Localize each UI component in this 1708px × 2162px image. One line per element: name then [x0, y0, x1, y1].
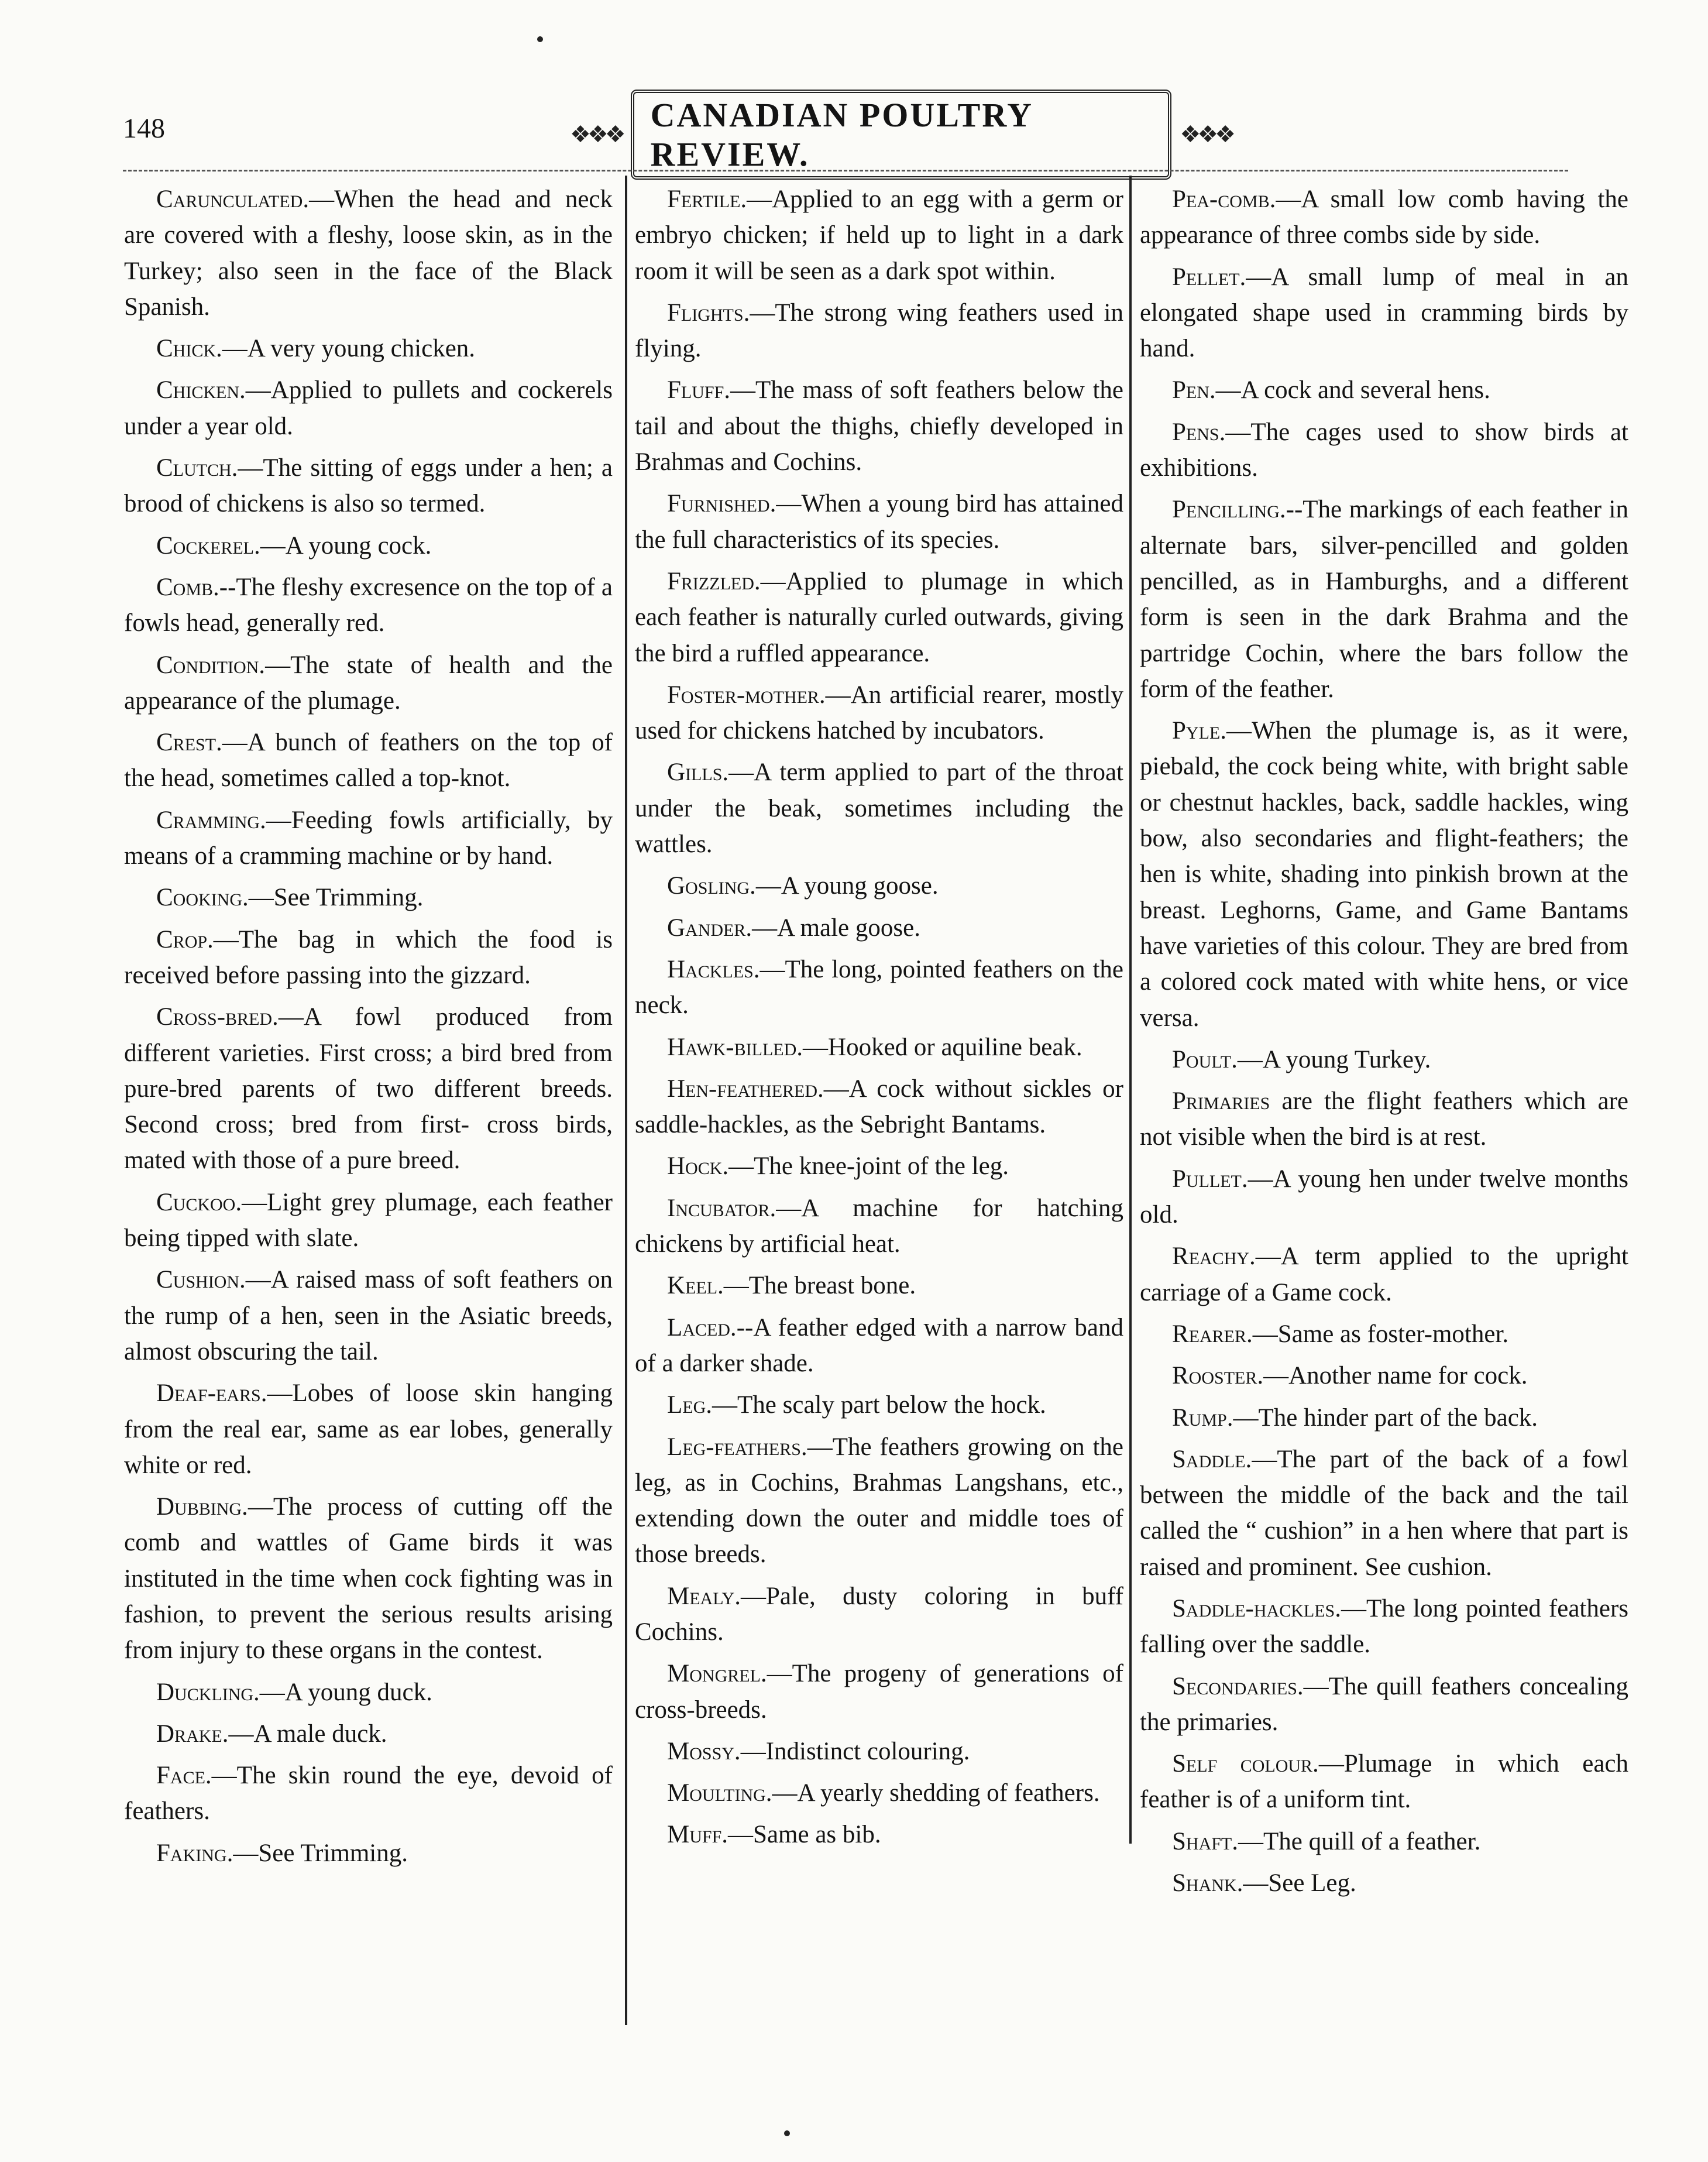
glossary-definition: —A male duck.: [228, 1720, 387, 1748]
glossary-definition: —A young goose.: [755, 872, 939, 900]
glossary-definition: —A young cock.: [260, 531, 432, 560]
glossary-definition: —When the plumage is, as it were, piebald, the cock being white, with bright sable or chestnut hackles, back, saddle hackles, wing bow, also secondaries and flight-feathers; the hen is white, shading into pinkish brown at the breast. Leghorns, Game, and Game Bantams have varieties of this colour. They are bred from a colored cock mated with white hens, or vice versa.: [1140, 717, 1628, 1032]
glossary-definition: —The hinder part of the back.: [1233, 1403, 1538, 1432]
glossary-definition: —Light grey plumage, each feather being tipped with slate.: [124, 1188, 613, 1252]
glossary-term: Rearer.: [1172, 1320, 1253, 1348]
glossary-definition: —A young Turkey.: [1237, 1045, 1431, 1073]
glossary-definition: —A very young chicken.: [222, 335, 476, 363]
glossary-definition: —The cages used to show birds at exhibitions.: [1140, 418, 1628, 482]
glossary-term: Cockerel.: [156, 531, 260, 560]
glossary-term: Saddle-hackles.: [1172, 1594, 1341, 1622]
glossary-entry: [635, 754, 1123, 862]
glossary-entry: [1140, 492, 1628, 707]
glossary-term: Crest.: [156, 729, 222, 757]
glossary-definition: —When a young bird has attained the full characteristics of its species.: [635, 490, 1123, 554]
glossary-entry: [124, 1489, 613, 1668]
glossary-term: Hen-feathered.: [667, 1075, 824, 1103]
glossary-entry: [1140, 414, 1628, 486]
glossary-term: Reachy.: [1172, 1243, 1256, 1271]
glossary-definition: --The markings of each feather in alternate bars, silver-pencilled and golden pencilled, as in Hamburghs, and a different form is seen in the dark Brahma and the partridge Cochin, where the bars follow the form of the feather.: [1140, 496, 1628, 703]
glossary-entry: [124, 1716, 613, 1752]
glossary-term: Cramming.: [156, 806, 266, 834]
glossary-definition: —A raised mass of soft feathers on the rump of a hen, seen in the Asiatic breeds, almost obscuring the tail.: [124, 1266, 613, 1365]
glossary-term: Pyle.: [1172, 717, 1226, 745]
glossary-entry: [124, 181, 613, 325]
glossary-definition: —Another name for cock.: [1263, 1362, 1528, 1390]
glossary-term: Pellet.: [1172, 263, 1246, 291]
glossary-entry: [124, 450, 613, 522]
glossary-entry: [635, 1429, 1123, 1573]
glossary-term: Cross-bred.: [156, 1003, 279, 1031]
glossary-entry: [124, 880, 613, 915]
glossary-entry: [124, 1835, 613, 1871]
glossary-term: Faking.: [156, 1839, 233, 1867]
glossary-entry: [124, 1758, 613, 1830]
ornament-left-icon: ❖❖❖: [570, 121, 623, 148]
glossary-entry: [124, 1262, 613, 1370]
glossary-term: Pea-comb.: [1172, 186, 1276, 213]
glossary-term: Condition.: [156, 651, 266, 679]
glossary-definition: —The bag in which the food is received before passing into the gizzard.: [124, 925, 613, 989]
glossary-entry: [635, 1387, 1123, 1423]
glossary-term: Drake.: [156, 1720, 229, 1748]
glossary-term: Face.: [156, 1762, 212, 1790]
glossary-term: Flights.: [667, 298, 750, 327]
glossary-term: Comb.: [156, 573, 219, 601]
glossary-definition: —Indistinct colouring.: [740, 1737, 970, 1765]
glossary-entry: [124, 999, 613, 1178]
glossary-term: Incubator.: [667, 1194, 776, 1222]
glossary-term: Chicken.: [156, 376, 246, 404]
glossary-term: Rooster.: [1172, 1362, 1264, 1390]
glossary-term: Laced.: [667, 1313, 737, 1341]
glossary-definition: —The knee-joint of the leg.: [728, 1152, 1009, 1180]
masthead-title: CANADIAN POULTRY REVIEW.: [631, 90, 1172, 180]
column-divider-2: [1129, 176, 1132, 1844]
glossary-term: Leg-feathers.: [667, 1433, 807, 1461]
glossary-definition: —A term applied to part of the throat under the beak, sometimes including the wattles.: [635, 759, 1123, 859]
glossary-definition: —Hooked or aquiline beak.: [803, 1033, 1082, 1061]
glossary-term: Leg.: [667, 1391, 713, 1419]
glossary-entry: [124, 1185, 613, 1257]
glossary-term: Hock.: [667, 1152, 729, 1180]
glossary-entry: [124, 1375, 613, 1483]
glossary-entry: [635, 564, 1123, 671]
glossary-term: Shank.: [1172, 1869, 1243, 1897]
glossary-entry: [1140, 259, 1628, 367]
glossary-term: Clutch.: [156, 454, 238, 482]
glossary-entry: [635, 868, 1123, 904]
glossary-entry: [635, 1817, 1123, 1852]
glossary-definition: —The sitting of eggs under a hen; a brood of chickens is also so termed.: [124, 454, 613, 518]
page-header: [105, 96, 1603, 173]
glossary-entry: [635, 1656, 1123, 1728]
glossary-definition: —The quill of a feather.: [1238, 1827, 1481, 1855]
glossary-entry: [635, 1071, 1123, 1143]
glossary-term: Cushion.: [156, 1266, 246, 1294]
glossary-term: Deaf-ears.: [156, 1379, 267, 1408]
column-1: [124, 181, 613, 1871]
glossary-term: Cooking.: [156, 884, 249, 912]
glossary-definition: —Same as foster-mother.: [1252, 1320, 1509, 1348]
glossary-entry: [1140, 1316, 1628, 1352]
glossary-definition: —A bunch of feathers on the top of the head, sometimes called a top-knot.: [124, 729, 613, 792]
glossary-definition: —A young duck.: [259, 1678, 432, 1706]
glossary-definition: —Lobes of loose skin hanging from the real ear, same as ear lobes, generally white or red.: [124, 1379, 613, 1479]
glossary-definition: —Applied to an egg with a germ or embryo chicken; if held up to light in a dark room it will be seen as a dark spot within.: [635, 186, 1123, 285]
glossary-term: Secondaries.: [1172, 1672, 1304, 1700]
top-dot: [537, 36, 543, 42]
glossary-term: Gills.: [667, 759, 729, 787]
glossary-definition: --A feather edged with a narrow band of a darker shade.: [635, 1313, 1123, 1377]
glossary-definition: are the flight feathers which are not visible when the bird is at rest.: [1140, 1087, 1628, 1151]
glossary-entry: [1140, 1442, 1628, 1585]
glossary-term: Chick.: [156, 335, 222, 363]
glossary-entry: [1140, 1042, 1628, 1077]
masthead: [562, 96, 1240, 173]
glossary-definition: —Feeding fowls artificially, by means of a cramming machine or by hand.: [124, 806, 613, 870]
glossary-entry: [124, 802, 613, 874]
glossary-definition: —Pale, dusty coloring in buff Cochins.: [635, 1582, 1123, 1646]
glossary-term: Keel.: [667, 1272, 724, 1300]
glossary-term: Hackles.: [667, 955, 760, 983]
glossary-definition: —The feathers growing on the leg, as in Cochins, Brahmas Langshans, etc., extending down the outer and middle toes of those breeds.: [635, 1433, 1123, 1569]
glossary-definition: —See Trimming.: [233, 1839, 408, 1867]
glossary-definition: —The part of the back of a fowl between the middle of the back and the tail called the “ cushion” in a hen where that part is raised and prominent. See cushion.: [1140, 1445, 1628, 1581]
glossary-entry: [635, 910, 1123, 946]
glossary-definition: —The strong wing feathers used in flying.: [635, 298, 1123, 363]
glossary-entry: [1140, 1746, 1628, 1818]
glossary-term: Fertile.: [667, 186, 747, 213]
glossary-term: Mossy.: [667, 1737, 741, 1765]
glossary-definition: —The long, pointed feathers on the neck.: [635, 955, 1123, 1020]
glossary-term: Foster-mother.: [667, 681, 826, 709]
glossary-entry: [635, 1734, 1123, 1769]
glossary-entry: [1140, 1400, 1628, 1436]
glossary-entry: [635, 1268, 1123, 1303]
glossary-term: Mealy.: [667, 1582, 741, 1610]
header-rule: [123, 170, 1568, 171]
glossary-definition: —A machine for hatching chickens by artificial heat.: [635, 1194, 1123, 1258]
glossary-definition: —Same as bib.: [728, 1821, 881, 1849]
glossary-term: Pens.: [1172, 418, 1226, 446]
glossary-term: Rump.: [1172, 1403, 1233, 1432]
glossary-definition: —The state of health and the appearance of the plumage.: [124, 651, 613, 715]
glossary-entry: [1140, 1591, 1628, 1663]
glossary-term: Pullet.: [1172, 1165, 1248, 1193]
glossary-term: Hawk-billed.: [667, 1033, 803, 1061]
glossary-entry: [635, 1310, 1123, 1382]
glossary-definition: —The scaly part below the hock.: [712, 1391, 1046, 1419]
column-divider-1: [625, 176, 627, 2025]
glossary-entry: [1140, 1358, 1628, 1394]
glossary-term: Moulting.: [667, 1779, 772, 1807]
glossary-term: Dubbing.: [156, 1493, 248, 1521]
glossary-definition: —The skin round the eye, devoid of feathers.: [124, 1762, 613, 1825]
glossary-definition: —Applied to plumage in which each feather is naturally curled outwards, giving the bird a ruffled appearance.: [635, 567, 1123, 667]
glossary-definition: —The breast bone.: [723, 1272, 916, 1300]
glossary-entry: [635, 952, 1123, 1024]
glossary-entry: [1140, 1083, 1628, 1155]
glossary-term: Pencilling.: [1172, 496, 1286, 524]
glossary-term: Primaries: [1172, 1087, 1270, 1116]
glossary-definition: —A cock and several hens.: [1215, 376, 1490, 404]
glossary-definition: —The quill feathers concealing the primaries.: [1140, 1672, 1628, 1736]
glossary-entry: [1140, 1865, 1628, 1901]
glossary-term: Gosling.: [667, 872, 756, 900]
glossary-definition: —The long pointed feathers falling over the saddle.: [1140, 1594, 1628, 1659]
glossary-term: Saddle.: [1172, 1445, 1252, 1473]
glossary-entry: [635, 181, 1123, 289]
glossary-term: Shaft.: [1172, 1827, 1239, 1855]
glossary-entry: [1140, 1824, 1628, 1859]
glossary-entry: [635, 295, 1123, 367]
glossary-term: Carunculated.: [156, 186, 310, 213]
glossary-definition: —Plumage in which each feather is of a uniform tint.: [1140, 1750, 1628, 1814]
column-3: [1140, 181, 1628, 1901]
glossary-entry: [1140, 372, 1628, 408]
glossary-entry: [1140, 1669, 1628, 1741]
glossary-definition: —The mass of soft feathers below the tail and about the thighs, chiefly developed in Brahmas and Cochins.: [635, 376, 1123, 476]
glossary-term: Crop.: [156, 925, 214, 953]
glossary-entry: [1140, 1161, 1628, 1233]
glossary-term: Self colour.: [1172, 1750, 1319, 1778]
glossary-entry: [124, 1674, 613, 1710]
glossary-term: Duckling.: [156, 1678, 260, 1706]
glossary-entry: [124, 569, 613, 641]
glossary-term: Frizzled.: [667, 567, 761, 595]
glossary-entry: [1140, 181, 1628, 253]
glossary-entry: [635, 1775, 1123, 1811]
glossary-definition: —A fowl produced from different varieties. First cross; a bird bred from pure-bred parents of two different breeds. Second cross; bred from first- cross birds, mated with those of a pure breed.: [124, 1003, 613, 1175]
glossary-term: Gander.: [667, 914, 752, 942]
glossary-entry: [124, 922, 613, 994]
glossary-term: Furnished.: [667, 490, 776, 518]
glossary-definition: —A cock without sickles or saddle-hackles, as the Sebright Bantams.: [635, 1075, 1123, 1139]
glossary-definition: —A term applied to the upright carriage of a Game cock.: [1140, 1243, 1628, 1306]
glossary-entry: [124, 725, 613, 797]
glossary-entry: [635, 1029, 1123, 1065]
glossary-term: Poult.: [1172, 1045, 1238, 1073]
glossary-term: Fluff.: [667, 376, 731, 404]
page-number: 148: [123, 113, 165, 144]
glossary-term: Muff.: [667, 1821, 728, 1849]
glossary-term: Pen.: [1172, 376, 1216, 404]
glossary-entry: [635, 677, 1123, 749]
glossary-definition: —An artificial rearer, mostly used for chickens hatched by incubators.: [635, 681, 1123, 745]
glossary-term: Cuckoo.: [156, 1188, 242, 1216]
bottom-dot: [784, 2130, 790, 2136]
glossary-definition: —See Trimming.: [248, 884, 424, 912]
column-2: [635, 181, 1123, 1853]
glossary-definition: —Applied to pullets and cockerels under a year old.: [124, 376, 613, 440]
glossary-entry: [1140, 713, 1628, 1036]
glossary-definition: —A young hen under twelve months old.: [1140, 1165, 1628, 1229]
glossary-entry: [124, 331, 613, 366]
glossary-term: Mongrel.: [667, 1660, 767, 1688]
glossary-entry: [635, 1190, 1123, 1262]
glossary-entry: [124, 372, 613, 444]
glossary-entry: [1140, 1238, 1628, 1310]
glossary-entry: [124, 528, 613, 564]
glossary-entry: [635, 1578, 1123, 1650]
glossary-definition: —The process of cutting off the comb and wattles of Game birds it was instituted in the time when cock fighting was in fashion, to prevent the serious results arising from injury to these organs in the contest.: [124, 1493, 613, 1665]
glossary-entry: [635, 486, 1123, 558]
glossary-definition: —See Leg.: [1243, 1869, 1356, 1897]
glossary-definition: —The progeny of generations of cross-breeds.: [635, 1660, 1123, 1724]
glossary-definition: —When the head and neck are covered with a fleshy, loose skin, as in the Turkey; also seen in the face of the Black Spanish.: [124, 186, 613, 321]
glossary-definition: —A male goose.: [752, 914, 920, 942]
glossary-entry: [635, 372, 1123, 480]
glossary-entry: [124, 647, 613, 719]
glossary-definition: —A yearly shedding of feathers.: [772, 1779, 1100, 1807]
glossary-definition: —A small low comb having the appearance of three combs side by side.: [1140, 186, 1628, 249]
glossary-definition: --The fleshy excresence on the top of a fowls head, generally red.: [124, 573, 613, 637]
glossary-entry: [635, 1148, 1123, 1184]
ornament-right-icon: ❖❖❖: [1180, 121, 1232, 148]
glossary-definition: —A small lump of meal in an elongated shape used in cramming birds by hand.: [1140, 263, 1628, 363]
